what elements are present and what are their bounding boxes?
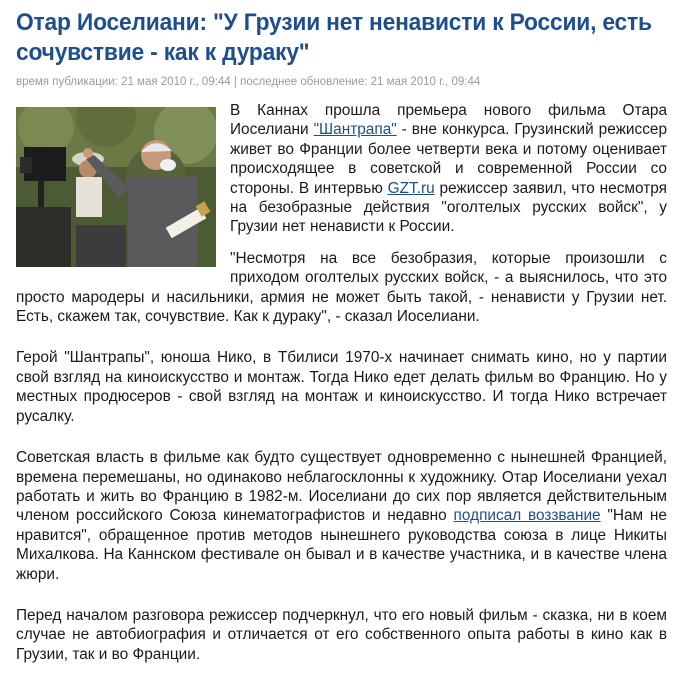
paragraph-1-text-b: - вне конкурса. Грузинский режиссер живет во Франции более четверти века и потому оценивает происходящее в советской и современной России со стороны. В интервью	[230, 121, 668, 197]
paragraph-1-text-c: режиссер заявил, что несмотря на безобразные действия "оголтелых русских войск", у Грузии нет ненависти к России.	[230, 179, 668, 236]
published-date: 21 мая 2010 г., 09:44	[121, 76, 231, 88]
paragraph-3: Герой "Шантрапы", юноша Нико, в Тбилиси 1970-х начинает снимать кино, но у партии свой взгляд на киноискусство и монтаж. Тогда Нико едет делать фильм во Францию. Но у местных продюсеров - свой взгляд на монтаж и киноискусство. И тогда Нико встречает русалку.	[16, 349, 667, 425]
paragraph-2: "Несмотря на все безобразия, которые произошли с приходом оголтелых русских войск, - а выяснилось, что это просто мародеры и насильники, армия не может быть такой, - ненависти у Грузии нет. Есть, скажем так, сочувствие. Как к дураку", - сказал Иоселиани.	[16, 249, 667, 326]
article	[16, 8, 667, 686]
paragraph-5: Перед началом разговора режиссер подчеркнул, что его новый фильм - сказка, ни в коем случае не автобиография и отличается от его собственного опыта работы в кино как в Грузии, так и во Франции.	[16, 606, 667, 663]
film-link-shantrapa[interactable]: "Шантрапа"	[313, 121, 397, 139]
paragraph-4-text-b: "Нам не нравится", обращенное против методов нынешнего руководства союза в лице Никиты Михалкова. На Каннском фестивале он бывал и в качестве участника, и в качестве члена жюри.	[16, 507, 667, 583]
gzt-link[interactable]: GZT.ru	[387, 179, 435, 197]
article-meta	[16, 75, 667, 89]
meta-separator: |	[233, 76, 237, 88]
updated-date: 21 мая 2010 г., 09:44	[370, 76, 481, 88]
paragraph-4-text-a: Советская власть в фильме как будто существует одновременно с нынешней Францией, времена перемешаны, но одинаково неблагосклонны к художнику. Отар Иоселиани уехал работать и жить во Францию в 1982-м. Иоселиани до сих пор является действительным членом российского Союза кинематографистов и недавно	[16, 449, 667, 525]
article-body	[16, 101, 667, 664]
article-title: Отар Иоселиани: "У Грузии нет ненависти к России, есть сочувствие - как к дураку"	[16, 9, 652, 66]
published-label: время публикации:	[16, 76, 118, 88]
updated-label: последнее обновление:	[240, 76, 368, 88]
paragraph-1-text-a: В Каннах прошла премьера нового фильма Отара Иоселиани	[230, 102, 667, 139]
appeal-link[interactable]: подписал воззвание	[453, 507, 601, 525]
paragraph-4	[16, 448, 667, 584]
director-photo-image	[16, 107, 216, 267]
article-photo	[16, 107, 216, 267]
